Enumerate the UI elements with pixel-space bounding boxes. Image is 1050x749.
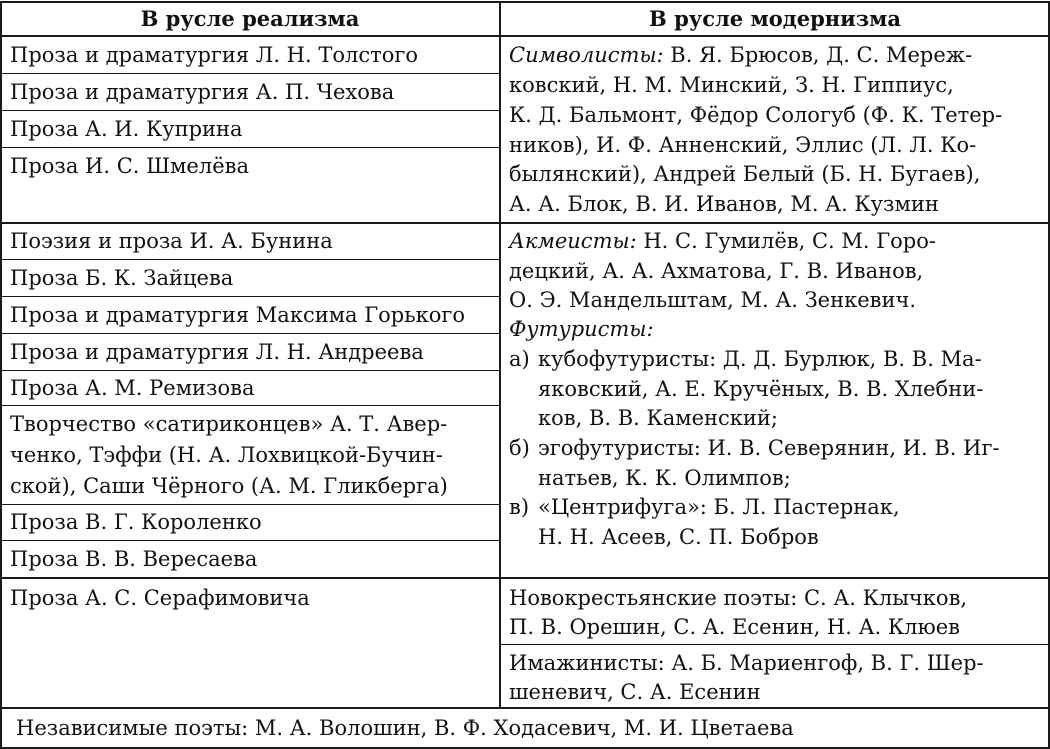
row-separator — [0, 504, 500, 505]
symbolists-first: В. Я. Брюсов, Д. С. Мереж- — [663, 43, 973, 67]
section-separator — [0, 577, 1050, 579]
symbolists-line — [509, 43, 972, 67]
acmeists-line: О. Э. Мандельштам, М. А. Зенкевич. — [509, 288, 917, 312]
realism-row: Проза и драматургия А. П. Чехова — [10, 80, 395, 104]
imaginists-line: шеневич, С. А. Есенин — [509, 680, 761, 704]
futurists-line: натьев, К. К. Олимпов; — [538, 466, 791, 490]
futurists-line: Н. Н. Асеев, С. П. Бобров — [538, 525, 819, 549]
realism-row: Поэзия и проза И. А. Бунина — [10, 229, 333, 253]
row-separator — [0, 259, 500, 260]
border-top — [0, 1, 1050, 3]
row-separator — [0, 73, 500, 74]
footer-separator — [0, 707, 1050, 709]
new-peasant-line: П. В. Орешин, С. А. Есенин, Н. А. Клюев — [509, 615, 960, 639]
realism-row: Проза В. В. Вересаева — [10, 547, 258, 571]
symbolists-line: К. Д. Бальмонт, Фёдор Сологуб (Ф. К. Тетер- — [509, 103, 1003, 127]
imaginists-line: Имажинисты: А. Б. Мариенгоф, В. Г. Шер- — [509, 651, 984, 675]
header-realism: В русле реализма — [140, 6, 360, 31]
row-separator — [0, 147, 500, 148]
symbolists-title: Символисты: — [509, 43, 664, 67]
list-marker: а) — [509, 347, 530, 371]
symbolists-line: ников), И. Ф. Анненский, Эллис (Л. Л. Ко- — [509, 133, 977, 157]
acmeists-title: Акмеисты: — [509, 229, 637, 253]
futurists-line: кубофутуристы: Д. Д. Бурлюк, В. В. Ма- — [538, 347, 982, 371]
realism-row: Проза В. Г. Короленко — [10, 510, 262, 534]
futurists-title: Футуристы: — [509, 317, 654, 341]
realism-row: Проза и драматургия Л. Н. Толстого — [10, 43, 419, 67]
row-separator — [0, 405, 500, 406]
realism-row: Проза А. И. Куприна — [10, 117, 243, 141]
header-modernism: В русле модернизма — [649, 6, 901, 31]
realism-row: Проза А. М. Ремизова — [10, 376, 255, 400]
row-separator — [0, 110, 500, 111]
header-divider — [0, 35, 1050, 37]
list-marker: б) — [509, 436, 530, 460]
symbolists-line: А. А. Блок, В. И. Иванов, М. А. Кузмин — [509, 192, 939, 216]
realism-row: Проза и драматургия Л. Н. Андреева — [10, 340, 424, 364]
border-left — [0, 1, 2, 749]
futurists-line: «Центрифуга»: Б. Л. Пастернак, — [538, 495, 900, 519]
acmeists-line: децкий, А. А. Ахматова, Г. В. Иванов, — [509, 259, 924, 283]
realism-row-line: Творчество «сатириконцев» А. Т. Авер- — [10, 412, 448, 436]
column-divider — [499, 1, 501, 707]
futurists-line: яковский, А. Е. Кручёных, В. В. Хлебни- — [538, 377, 984, 401]
realism-row: Проза А. С. Серафимовича — [10, 586, 310, 610]
row-separator — [0, 540, 500, 541]
realism-row: Проза Б. К. Зайцева — [10, 266, 234, 290]
realism-row-line: ченко, Тэффи (Н. А. Лохвицкой-Бучин- — [10, 443, 443, 467]
section-separator — [0, 222, 1050, 224]
row-separator — [0, 370, 500, 371]
symbolists-line: ковский, Н. М. Минский, З. Н. Гиппиус, — [509, 73, 954, 97]
list-marker: в) — [509, 495, 530, 519]
realism-row: Проза И. С. Шмелёва — [10, 154, 249, 178]
new-peasant-line: Новокрестьянские поэты: С. А. Клычков, — [509, 586, 968, 610]
realism-row-line: ской), Саши Чёрного (А. М. Гликберга) — [10, 474, 448, 498]
acmeists-line — [509, 229, 936, 253]
symbolists-line: былянский), Андрей Белый (Б. Н. Бугаев), — [509, 162, 981, 186]
footer-independent-poets: Независимые поэты: М. А. Волошин, В. Ф. Ходасевич, М. И. Цветаева — [16, 716, 794, 740]
acmeists-first: Н. С. Гумилёв, С. М. Горо- — [636, 229, 936, 253]
row-separator — [0, 333, 500, 334]
row-separator — [500, 644, 1050, 645]
row-separator — [0, 296, 500, 297]
futurists-line: ков, В. В. Каменский; — [538, 406, 778, 430]
futurists-line: эгофутуристы: И. В. Северянин, И. В. Иг- — [538, 436, 1000, 460]
realism-row: Проза и драматургия Максима Горького — [10, 303, 466, 327]
